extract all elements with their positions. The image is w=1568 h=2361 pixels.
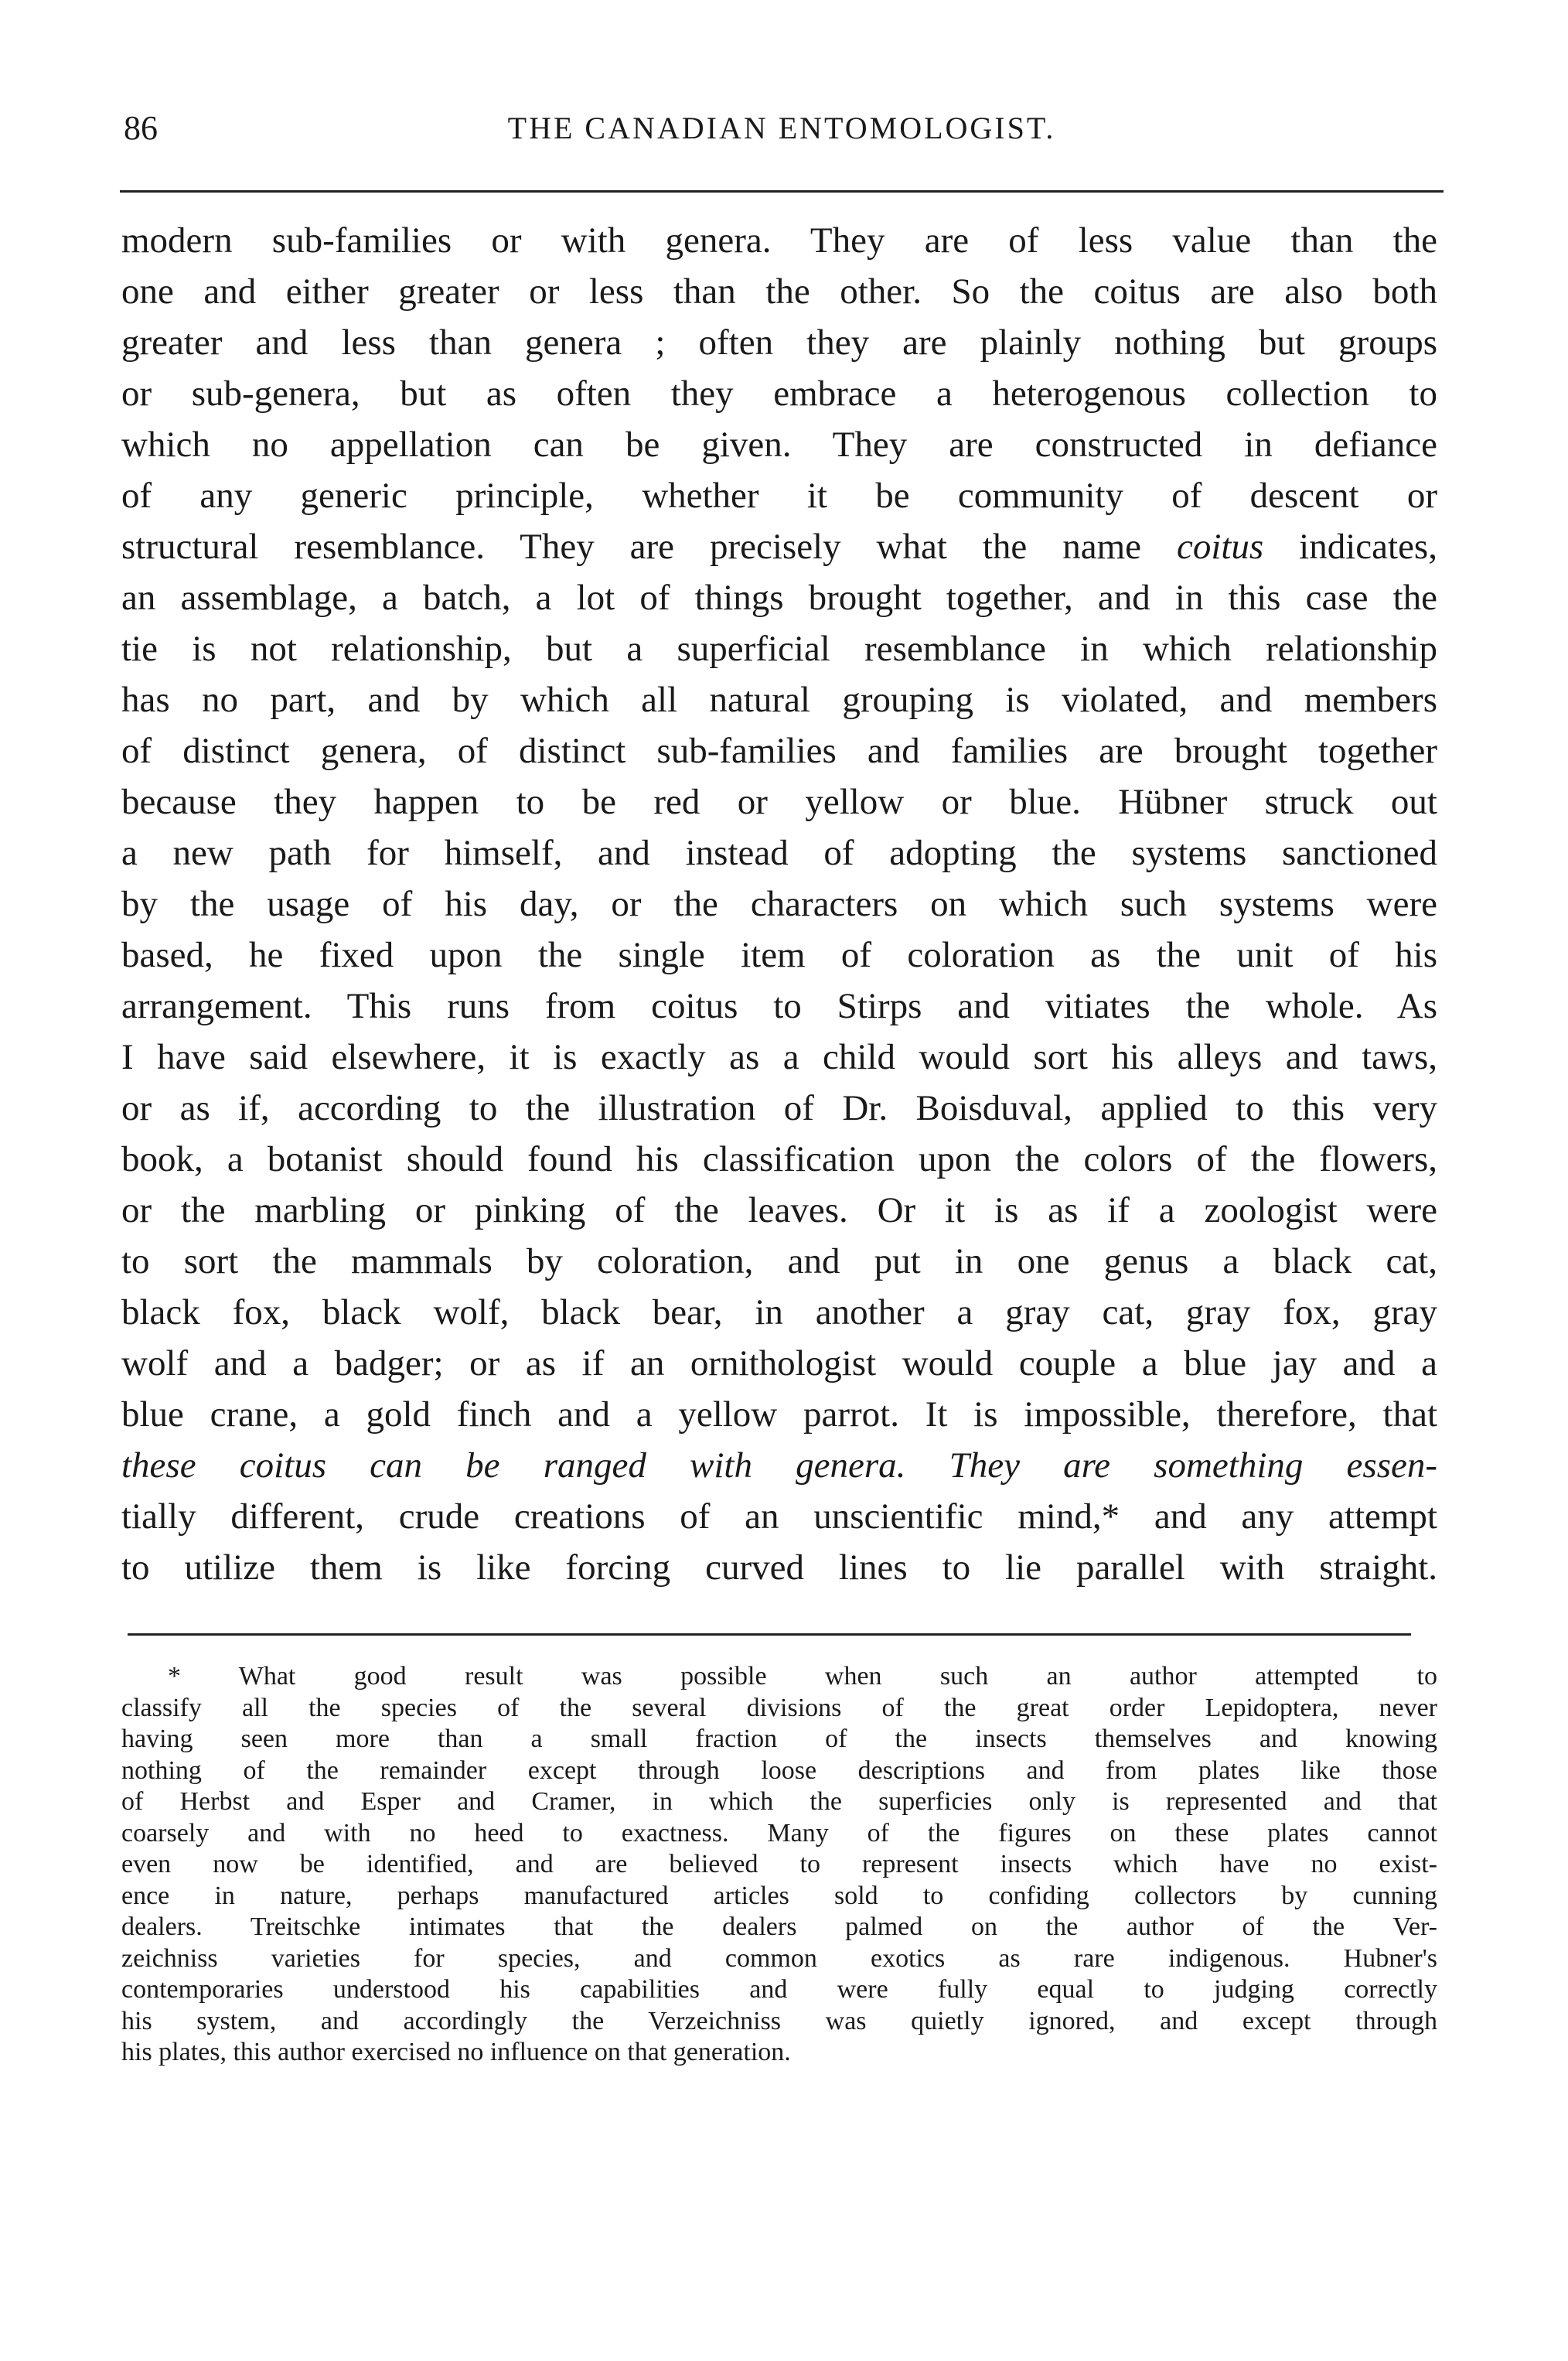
body-line: or sub-genera, but as often they embrace a heterogenous collection to: [121, 374, 1437, 414]
body-line: tially different, crude creations of an unscientific mind,* and any attempt: [121, 1496, 1437, 1537]
footnote-line: nothing of the remainder except through loose descriptions and from plates like those: [121, 1755, 1437, 1785]
body-line: modern sub-families or with genera. They are of less value than the: [121, 220, 1437, 261]
footnote-line: of Herbst and Esper and Cramer, in which the superficies only is represented and that: [121, 1787, 1437, 1816]
body-line: has no part, and by which all natural grouping is violated, and members: [121, 680, 1437, 720]
body-line: tie is not relationship, but a superficial resemblance in which relationship: [121, 629, 1437, 669]
page-header: [124, 107, 1440, 153]
body-line: arrangement. This runs from coitus to Stirps and vitiates the whole. As: [121, 986, 1437, 1026]
body-line: or as if, according to the illustration of Dr. Boisduval, applied to this very: [121, 1088, 1437, 1128]
body-line: one and either greater or less than the other. So the coitus are also both: [121, 271, 1437, 312]
body-line: black fox, black wolf, black bear, in another a gray cat, gray fox, gray: [121, 1292, 1437, 1332]
body-line: which no appellation can be given. They are constructed in defiance: [121, 425, 1437, 465]
footnote-line: his plates, this author exercised no influence on that generation.: [121, 2038, 791, 2066]
body-line: book, a botanist should found his classification upon the colors of the flowers,: [121, 1139, 1437, 1179]
footnote-line: ence in nature, perhaps manufactured articles sold to confiding collectors by cunning: [121, 1881, 1437, 1910]
main-text: [121, 215, 1437, 1593]
footnote-line: coarsely and with no heed to exactness. Many of the figures on these plates cannot: [121, 1818, 1437, 1848]
body-line: an assemblage, a batch, a lot of things brought together, and in this case the: [121, 578, 1437, 618]
footnote-line: his system, and accordingly the Verzeichniss was quietly ignored, and except through: [121, 2006, 1437, 2035]
body-line: blue crane, a gold finch and a yellow parrot. It is impossible, therefore, that: [121, 1394, 1437, 1435]
footnote-line: * What good result was possible when such an author attempted to: [168, 1662, 1437, 1691]
footnote-rule: [128, 1633, 1411, 1636]
body-line: of any generic principle, whether it be community of descent or: [121, 476, 1437, 516]
body-line: because they happen to be red or yellow or blue. Hübner struck out: [121, 782, 1437, 822]
body-line: or the marbling or pinking of the leaves. Or it is as if a zoologist were: [121, 1190, 1437, 1230]
footnote-line: classify all the species of the several divisions of the great order Lepidoptera, never: [121, 1693, 1437, 1722]
body-line: structural resemblance. They are precisely what the name coitus indicates,: [121, 527, 1437, 567]
body-line: to sort the mammals by coloration, and put in one genus a black cat,: [121, 1241, 1437, 1281]
running-title: THE CANADIAN ENTOMOLOGIST.: [507, 111, 1056, 145]
footnote: [121, 1661, 1437, 2069]
body-line: I have said elsewhere, it is exactly as a child would sort his alleys and taws,: [121, 1037, 1437, 1077]
header-rule: [120, 190, 1444, 193]
footnote-line: even now be identified, and are believed to represent insects which have no exist-: [121, 1850, 1437, 1878]
body-line: wolf and a badger; or as if an ornithologist would couple a blue jay and a: [121, 1343, 1437, 1384]
footnote-line: dealers. Treitschke intimates that the dealers palmed on the author of the Ver-: [121, 1912, 1437, 1941]
body-line: by the usage of his day, or the characters on which such systems were: [121, 884, 1437, 924]
body-line: greater and less than genera ; often they are plainly nothing but groups: [121, 322, 1437, 363]
footnote-line: contemporaries understood his capabilities and were fully equal to judging correctly: [121, 1975, 1437, 2004]
body-line: a new path for himself, and instead of adopting the systems sanctioned: [121, 833, 1437, 873]
footnote-line: having seen more than a small fraction of the insects themselves and knowing: [121, 1725, 1437, 1753]
footnote-line: zeichniss varieties for species, and common exotics as rare indigenous. Hubner's: [121, 1943, 1437, 1973]
page-number: 86: [124, 109, 158, 147]
body-line: of distinct genera, of distinct sub-families and families are brought together: [121, 731, 1437, 771]
body-line: based, he fixed upon the single item of coloration as the unit of his: [121, 935, 1437, 975]
body-line: to utilize them is like forcing curved lines to lie parallel with straight.: [121, 1547, 1437, 1588]
body-line: these coitus can be ranged with genera. They are something essen-: [121, 1445, 1437, 1486]
